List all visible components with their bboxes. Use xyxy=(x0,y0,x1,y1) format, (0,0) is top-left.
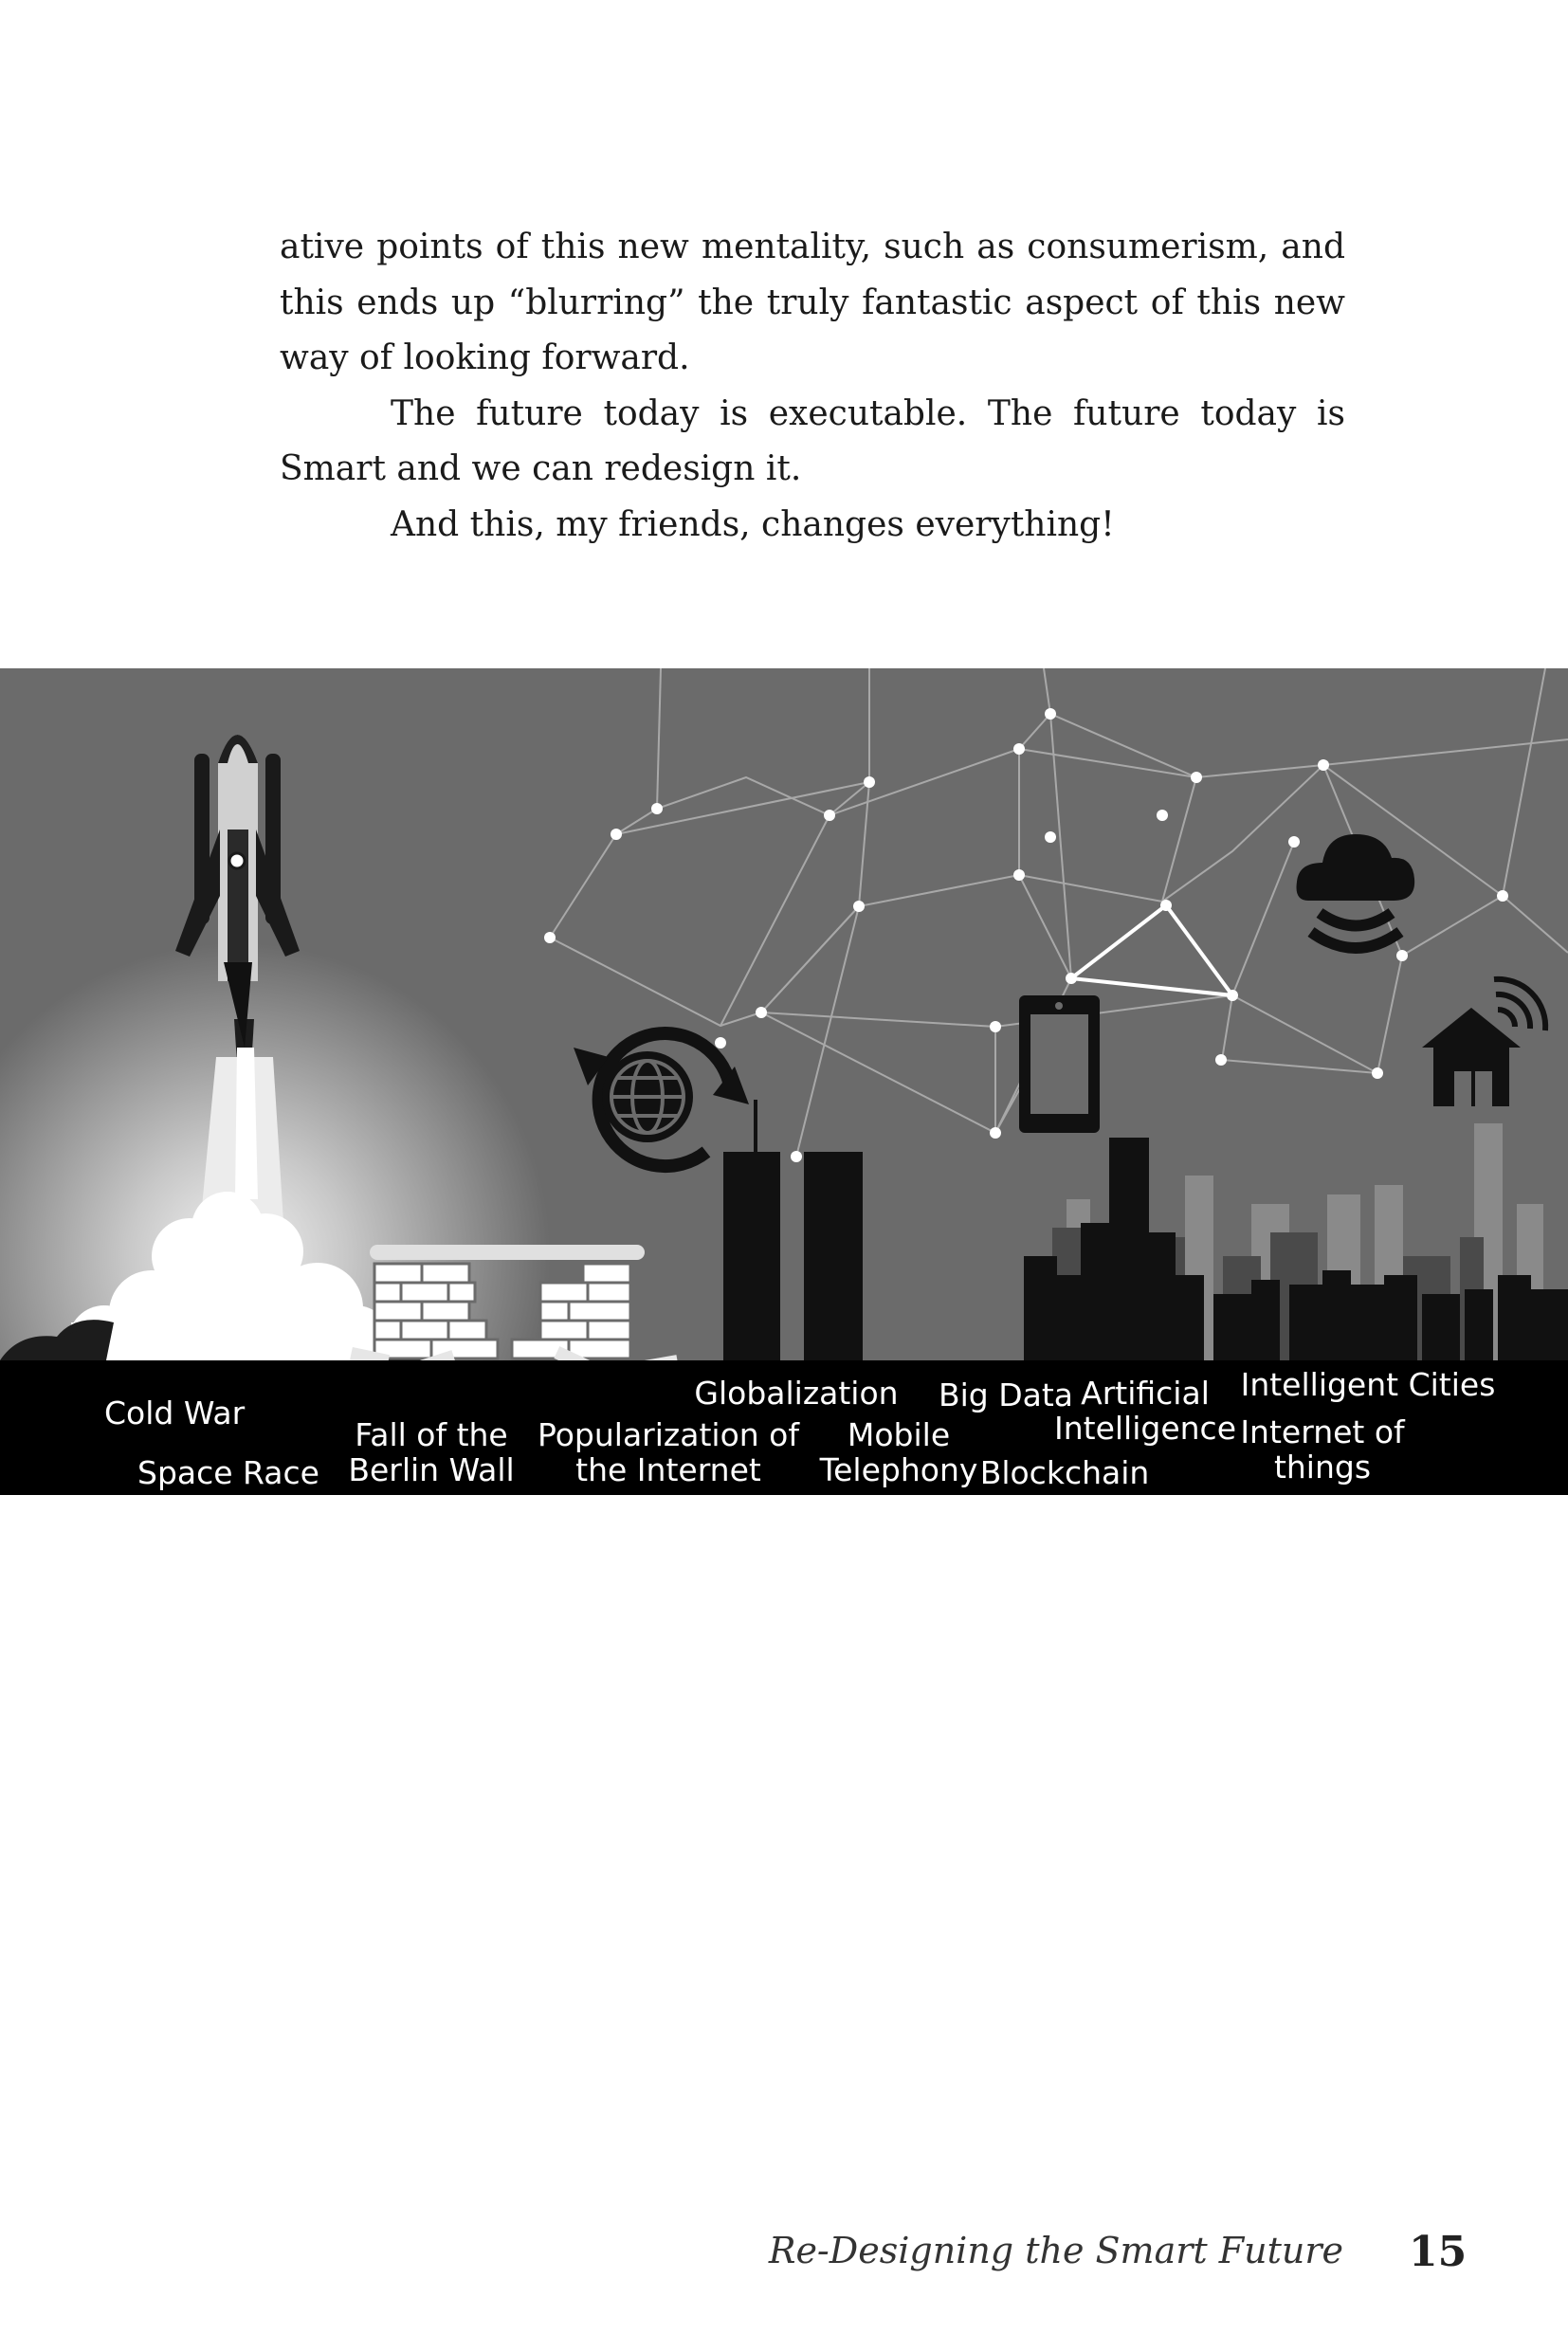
label-space-race: Space Race xyxy=(137,1454,319,1491)
body-text xyxy=(280,220,1345,553)
label-cold-war: Cold War xyxy=(104,1395,246,1431)
paragraph-1: ative points of this new mentality, such as consumerism, and this ends up “blurring” the truly fantastic aspect of this new way of looking forward. xyxy=(280,228,1345,377)
label-blockchain: Blockchain xyxy=(979,1454,1150,1491)
label-globalization: Globalization xyxy=(694,1375,899,1412)
label-big-data: Big Data xyxy=(938,1377,1074,1413)
page-footer xyxy=(0,2230,1568,2287)
label-fall-wall-1: Fall of the xyxy=(355,1416,508,1453)
paragraph-2: The future today is executable. The future today is Smart and we can redesign it. xyxy=(280,393,1345,488)
page-number: 15 xyxy=(1409,2228,1468,2276)
label-iot-1: Internet of xyxy=(1240,1413,1405,1450)
smartphone-icon xyxy=(1019,995,1100,1133)
label-mobile-2: Telephony xyxy=(819,1451,978,1488)
label-fall-wall-2: Berlin Wall xyxy=(348,1451,515,1488)
timeline-illustration xyxy=(0,668,1568,1495)
label-ai-1: Artificial xyxy=(1081,1375,1210,1412)
label-popularization-2: the Internet xyxy=(575,1451,761,1488)
paragraph-3: And this, my friends, changes everything! xyxy=(391,504,1115,544)
label-intelligent-cities: Intelligent Cities xyxy=(1240,1366,1496,1403)
label-mobile-1: Mobile xyxy=(847,1416,951,1453)
label-iot-2: things xyxy=(1273,1449,1372,1486)
label-popularization-1: Popularization of xyxy=(538,1416,799,1453)
running-title: Re-Designing the Smart Future xyxy=(768,2230,1343,2271)
label-ai-2: Intelligence xyxy=(1053,1410,1237,1447)
